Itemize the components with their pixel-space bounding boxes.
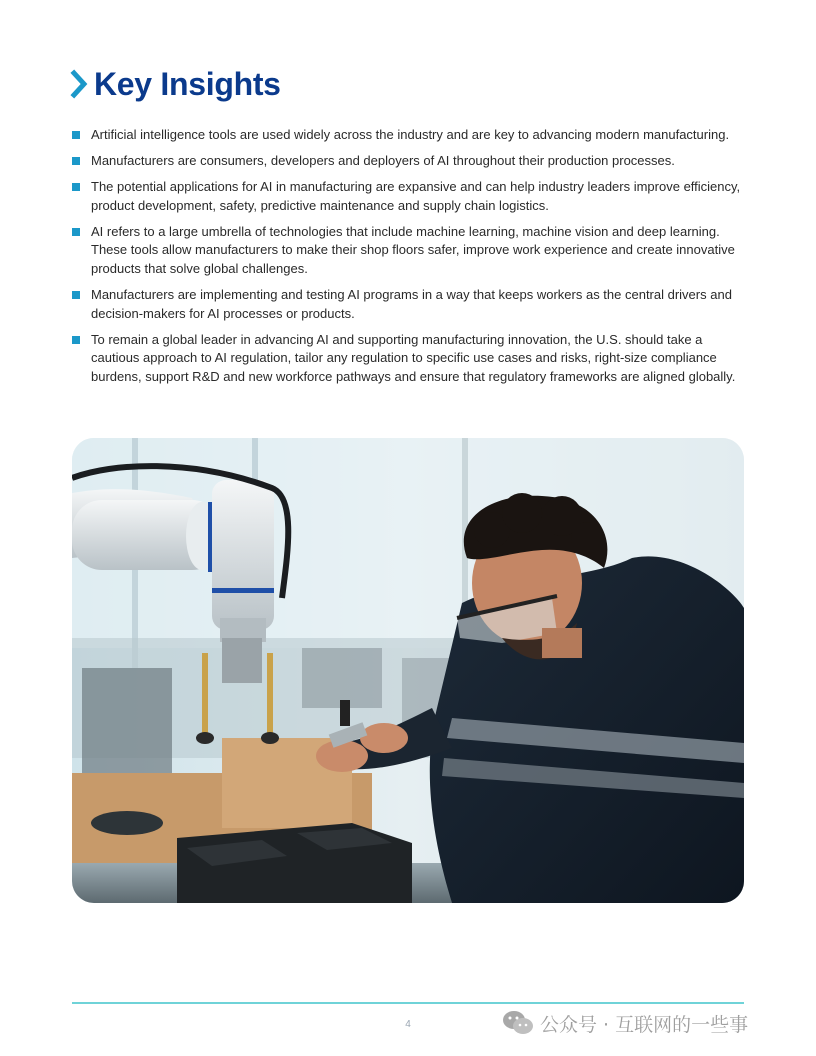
bullet-text: Manufacturers are consumers, developers and deployers of AI throughout their production processes. [91, 153, 675, 169]
bullet-text: AI refers to a large umbrella of technologies that include machine learning, machine vision and deep learning. These tools allow manufacturers to make their shop floors safer, improve work experience and create innovative products that solve global challenges. [91, 223, 735, 277]
square-bullet-icon [72, 131, 80, 139]
watermark [502, 1009, 748, 1037]
bullet-text: Artificial intelligence tools are used widely across the industry and are key to advancing modern manufacturing. [91, 127, 730, 142]
square-bullet-icon [72, 336, 80, 344]
page-heading [70, 64, 281, 104]
list-item [72, 126, 752, 145]
watermark-text: 公众号 · 互联网的一些事 [540, 1013, 749, 1036]
list-item [72, 331, 752, 387]
robot-arm-worker-photo [72, 438, 744, 903]
list-item [72, 152, 752, 171]
page-number: 4 [405, 1019, 411, 1030]
key-insights-list [72, 126, 752, 394]
chevron-right-icon [70, 69, 92, 99]
wechat-icon [502, 1009, 534, 1037]
square-bullet-icon [72, 291, 80, 299]
page-title: Key Insights [94, 65, 281, 102]
list-item [72, 178, 752, 215]
square-bullet-icon [72, 157, 80, 165]
list-item [72, 286, 752, 323]
square-bullet-icon [72, 228, 80, 236]
list-item [72, 223, 752, 279]
bullet-text: To remain a global leader in advancing AI and supporting manufacturing innovation, the U.S. should take a cautious approach to AI regulation, tailor any regulation to specific use cases and risks, right-size compliance burdens, support R&D and new workforce pathways and ensure that regulatory frameworks are aligned globally. [91, 331, 736, 385]
bullet-text: Manufacturers are implementing and testing AI programs in a way that keeps workers as the central drivers and decision-makers for AI processes or products. [91, 287, 732, 321]
square-bullet-icon [72, 183, 80, 191]
footer-rule [72, 1002, 744, 1004]
bullet-text: The potential applications for AI in manufacturing are expansive and can help industry leaders improve efficiency, product development, safety, predictive maintenance and supply chain logistics. [91, 179, 741, 213]
